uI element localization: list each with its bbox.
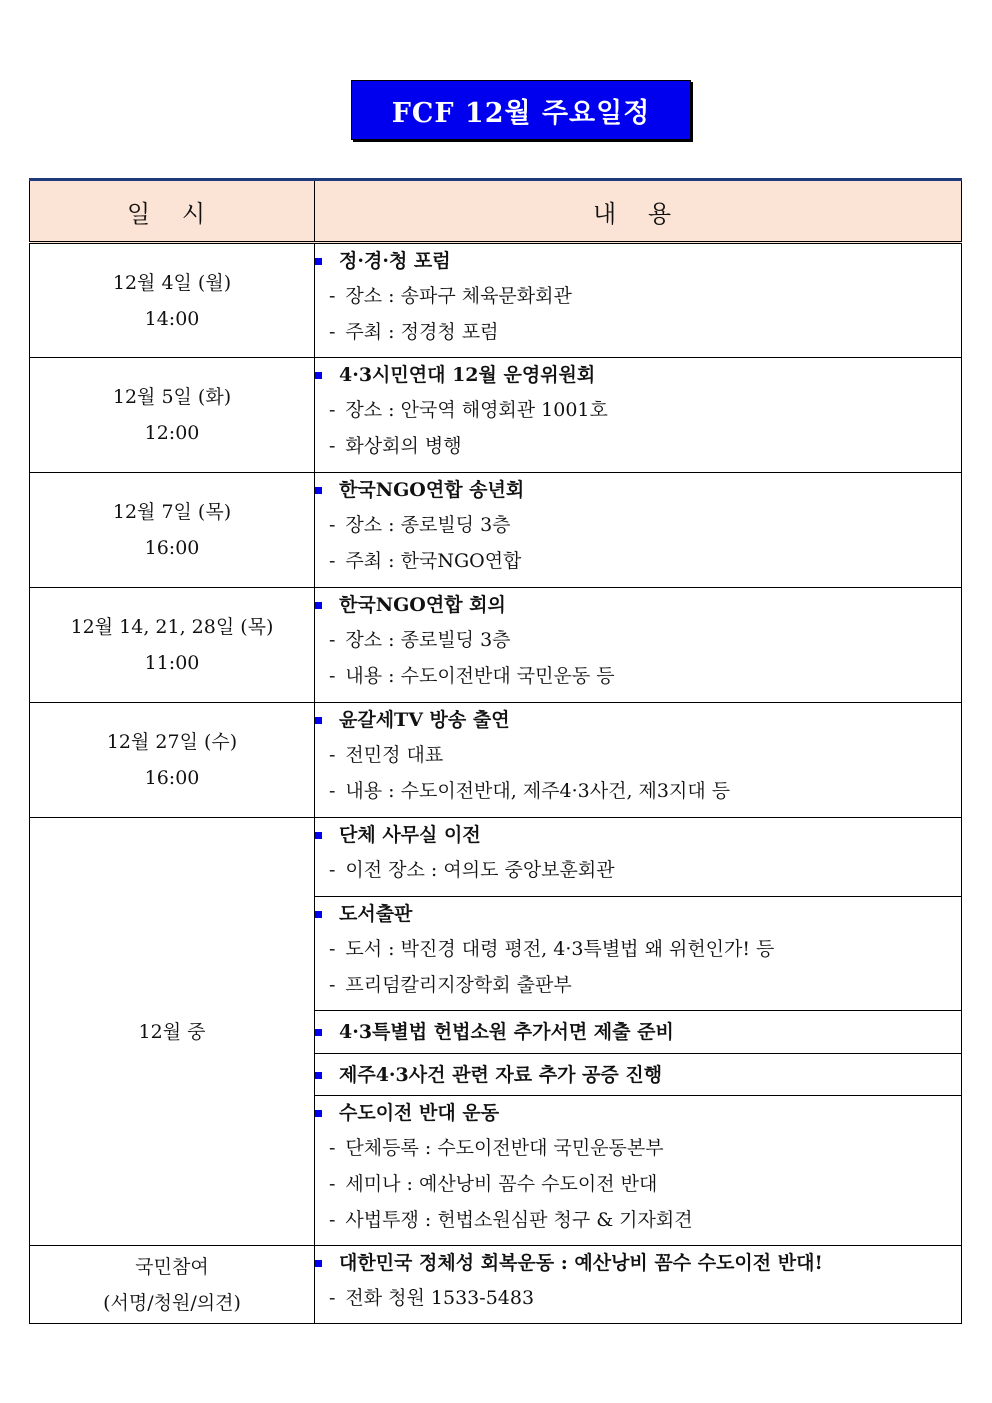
table-header-row [30, 180, 962, 243]
header-content: 내 용 [315, 180, 962, 243]
schedule-table [29, 178, 962, 1324]
detail-item: - 주최 : 정경청 포럼 [329, 321, 499, 343]
bullet-icon [315, 1260, 322, 1267]
bullet-icon [315, 1072, 322, 1079]
content-cell [315, 243, 962, 358]
bullet-icon [315, 832, 322, 839]
detail-item: - 사법투쟁 : 헌법소원심판 청구 & 기자회견 [329, 1209, 693, 1231]
page-title: FCF 12월 주요일정 [351, 80, 691, 140]
time-text: 16:00 [144, 767, 200, 789]
content-cell [315, 1246, 962, 1324]
date-cell [30, 588, 315, 703]
content-cell [315, 1011, 962, 1054]
event-title: 도서출판 [339, 903, 413, 925]
event-title: 윤갈세TV 방송 출연 [339, 709, 510, 731]
date-text: 12월 27일 (수) [106, 731, 238, 753]
date-cell [30, 243, 315, 358]
time-text: 12:00 [144, 422, 200, 444]
date-cell [30, 703, 315, 818]
date-cell [30, 358, 315, 473]
date-cell [30, 1246, 315, 1324]
date-text: 국민참여 [135, 1255, 209, 1278]
time-text: 11:00 [144, 652, 200, 674]
date-text: 12월 14, 21, 28일 (목) [70, 616, 274, 638]
table-row [30, 818, 962, 897]
event-title: 정·경·청 포럼 [339, 250, 451, 272]
event-title: 제주4·3사건 관련 자료 추가 공증 진행 [339, 1064, 663, 1086]
detail-item: - 주최 : 한국NGO연합 [329, 550, 522, 572]
table-row [30, 473, 962, 588]
bullet-icon [315, 717, 322, 724]
detail-item: - 장소 : 안국역 해영회관 1001호 [329, 399, 608, 421]
event-title: 4·3시민연대 12월 운영위원회 [339, 364, 596, 386]
time-text: 16:00 [144, 537, 200, 559]
detail-item: - 이전 장소 : 여의도 중앙보훈회관 [329, 859, 615, 881]
content-cell [315, 818, 962, 897]
date-subtext: (서명/청원/의견) [103, 1291, 241, 1314]
table-row [30, 1246, 962, 1324]
event-title: 수도이전 반대 운동 [339, 1102, 500, 1124]
date-text: 12월 7일 (목) [112, 501, 232, 523]
table-row [30, 703, 962, 818]
bullet-icon [315, 911, 322, 918]
table-row [30, 588, 962, 703]
detail-item: - 장소 : 종로빌딩 3층 [329, 629, 511, 651]
bullet-icon [315, 602, 322, 609]
event-title: 한국NGO연합 회의 [339, 594, 506, 616]
content-cell [315, 473, 962, 588]
event-title: 4·3특별법 헌법소원 추가서면 제출 준비 [339, 1021, 674, 1043]
time-text: 14:00 [144, 307, 200, 330]
event-title: 한국NGO연합 송년회 [339, 479, 525, 501]
date-text: 12월 5일 (화) [112, 386, 232, 408]
date-text: 12월 4일 (월) [112, 271, 232, 294]
bullet-icon [315, 258, 322, 265]
date-text: 12월 중 [138, 1020, 206, 1043]
detail-item: - 내용 : 수도이전반대 국민운동 등 [329, 665, 615, 687]
detail-item: - 화상회의 병행 [329, 435, 462, 457]
detail-item: - 전민정 대표 [329, 744, 444, 766]
header-date: 일 시 [30, 180, 315, 243]
table-row [30, 243, 962, 358]
detail-item: - 장소 : 송파구 체육문화회관 [329, 285, 572, 307]
detail-item: - 내용 : 수도이전반대, 제주4·3사건, 제3지대 등 [329, 780, 731, 802]
bullet-icon [315, 487, 322, 494]
event-title: 단체 사무실 이전 [339, 824, 481, 846]
content-cell [315, 703, 962, 818]
bullet-icon [315, 1110, 322, 1117]
content-cell [315, 1054, 962, 1096]
date-cell [30, 818, 315, 1246]
date-cell [30, 473, 315, 588]
bullet-icon [315, 372, 322, 379]
detail-item: - 세미나 : 예산낭비 꼼수 수도이전 반대 [329, 1173, 658, 1195]
detail-item: - 단체등록 : 수도이전반대 국민운동본부 [329, 1137, 664, 1159]
bullet-icon [315, 1029, 322, 1036]
detail-item: - 장소 : 종로빌딩 3층 [329, 514, 511, 536]
detail-item: - 프리덤칼리지장학회 출판부 [329, 974, 572, 996]
content-cell [315, 897, 962, 1011]
detail-item: - 도서 : 박진경 대령 평전, 4·3특별법 왜 위헌인가! 등 [329, 938, 775, 960]
event-title: 대한민국 정체성 회복운동 : 예산낭비 꼼수 수도이전 반대! [339, 1252, 823, 1274]
detail-item: - 전화 청원 1533-5483 [329, 1287, 535, 1309]
content-cell [315, 588, 962, 703]
content-cell [315, 1096, 962, 1246]
content-cell [315, 358, 962, 473]
table-row [30, 358, 962, 473]
